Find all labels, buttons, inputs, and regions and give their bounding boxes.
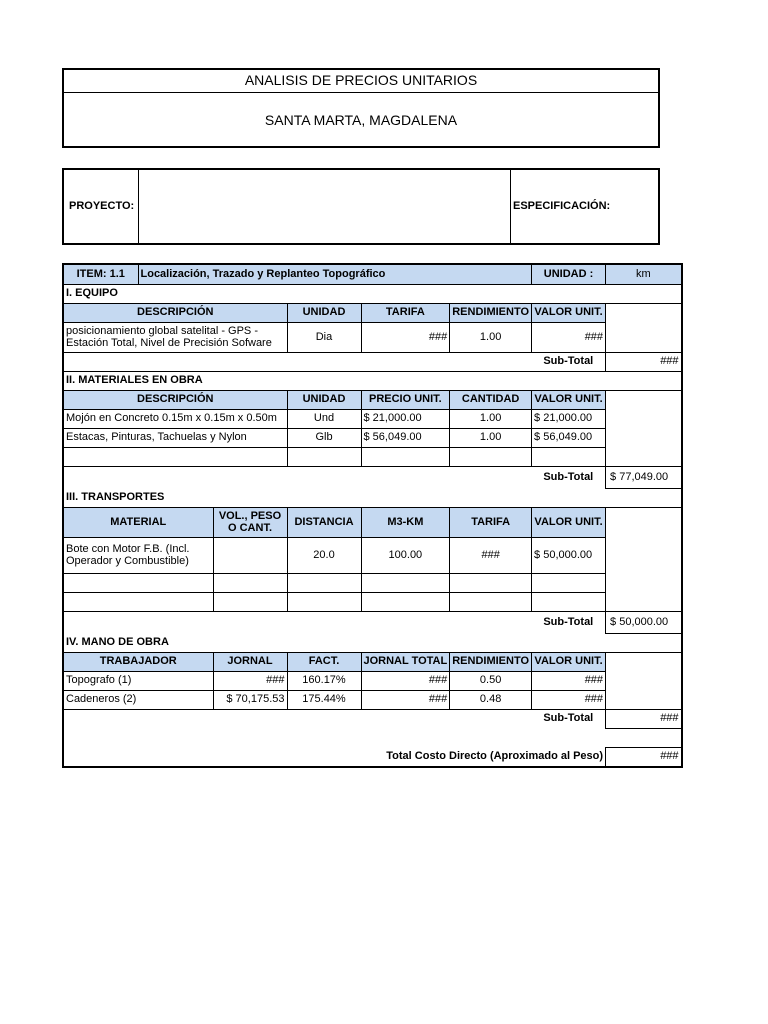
mano-row-fact: 175.44% [287,690,361,709]
mano-row-total: ### [361,690,450,709]
equipo-header-unit: UNIDAD [287,303,361,322]
materiales-row-unit: Und [287,409,361,428]
materiales-row-valor: $ 21,000.00 [532,409,606,428]
mano-row-rend: 0.50 [450,671,532,690]
transportes-header-m3km: M3-KM [361,507,450,537]
materiales-subtotal-label: Sub-Total [543,470,594,483]
mano-row-trab: Topografo (1) [63,671,213,690]
mano-subtotal-label: Sub-Total [543,712,594,725]
transportes-row-dist: 20.0 [287,537,361,573]
transportes-row-tarifa: ### [450,537,532,573]
equipo-subtotal: ### [606,352,682,371]
equipo-row-tarifa: ### [361,322,450,352]
equipo-header-rend: RENDIMIENTO [450,303,532,322]
mano-header-total: JORNAL TOTAL [361,652,450,671]
transportes-header-dist: DISTANCIA [287,507,361,537]
equipo-row-valor: ### [532,322,606,352]
transportes-row-valor: $ 50,000.00 [532,537,606,573]
mano-row-rend: 0.48 [450,690,532,709]
section-transportes-title: III. TRANSPORTES [63,488,606,507]
materiales-row-valor: $ 56,049.00 [532,428,606,447]
transportes-header-valor: VALOR UNIT. [532,507,606,537]
materiales-header-valor: VALOR UNIT. [532,390,606,409]
transportes-empty-row [63,592,213,611]
section-materiales-title: II. MATERIALES EN OBRA [63,371,606,390]
item-number: ITEM: 1.1 [63,264,138,284]
materiales-row-unit: Glb [287,428,361,447]
transportes-subtotal-label: Sub-Total [543,615,594,628]
unit-value: km [606,264,682,284]
materiales-row-cant: 1.00 [450,409,532,428]
transportes-row-material: Bote con Motor F.B. (Incl. Operador y Combustible) [63,537,213,573]
materiales-row-desc: Estacas, Pinturas, Tachuelas y Nylon [63,428,287,447]
equipo-row-unit: Dia [287,322,361,352]
apu-table [62,263,683,768]
header-box [62,68,660,148]
mano-row-jornal: ### [213,671,287,690]
section-mano-obra-title: IV. MANO DE OBRA [63,633,606,652]
equipo-row-rend: 1.00 [450,322,532,352]
transportes-header-vol: VOL., PESO O CANT. [213,507,287,537]
equipo-header-desc: DESCRIPCIÓN [63,303,287,322]
mano-row-jornal: $ 70,175.53 [213,690,287,709]
materiales-header-unit: UNIDAD [287,390,361,409]
project-label: PROYECTO: [64,170,139,243]
mano-row-trab: Cadeneros (2) [63,690,213,709]
equipo-header-tarifa: TARIFA [361,303,450,322]
mano-header-valor: VALOR UNIT. [532,652,606,671]
equipo-header-valor: VALOR UNIT. [532,303,606,322]
transportes-header-material: MATERIAL [63,507,213,537]
materiales-header-desc: DESCRIPCIÓN [63,390,287,409]
materiales-row-cant: 1.00 [450,428,532,447]
equipo-subtotal-label: Sub-Total [543,355,594,367]
mano-header-fact: FACT. [287,652,361,671]
materiales-row-precio: $ 56,049.00 [361,428,450,447]
transportes-row-vol [213,537,287,573]
mano-row-valor: ### [532,671,606,690]
transportes-row-m3km: 100.00 [361,537,450,573]
equipo-row-desc: posicionamiento global satelital - GPS - Estación Total, Nivel de Precisión Sofware [63,322,287,352]
section-equipo-title: I. EQUIPO [63,284,606,303]
mano-row-total: ### [361,671,450,690]
materiales-header-cant: CANTIDAD [450,390,532,409]
materiales-subtotal: $ 77,049.00 [606,466,682,488]
materiales-row-precio: $ 21,000.00 [361,409,450,428]
materiales-empty-row [63,447,287,466]
mano-header-rend: RENDIMIENTO [450,652,532,671]
project-box [62,168,660,245]
total-value: ### [606,747,682,767]
transportes-empty-row [63,573,213,592]
materiales-row-desc: Mojón en Concreto 0.15m x 0.15m x 0.50m [63,409,287,428]
location-title: SANTA MARTA, MAGDALENA [264,112,458,128]
item-description: Localización, Trazado y Replanteo Topográfico [138,264,532,284]
document-title: ANALISIS DE PRECIOS UNITARIOS [64,70,658,93]
mano-row-fact: 160.17% [287,671,361,690]
transportes-header-tarifa: TARIFA [450,507,532,537]
unit-label: UNIDAD : [532,264,606,284]
mano-row-valor: ### [532,690,606,709]
materiales-header-precio: PRECIO UNIT. [361,390,450,409]
mano-header-trab: TRABAJADOR [63,652,213,671]
spec-label: ESPECIFICACIÓN: [510,170,660,243]
transportes-subtotal: $ 50,000.00 [606,611,682,633]
mano-subtotal: ### [606,709,682,728]
mano-header-jornal: JORNAL [213,652,287,671]
total-label: Total Costo Directo (Aproximado al Peso) [361,747,606,767]
